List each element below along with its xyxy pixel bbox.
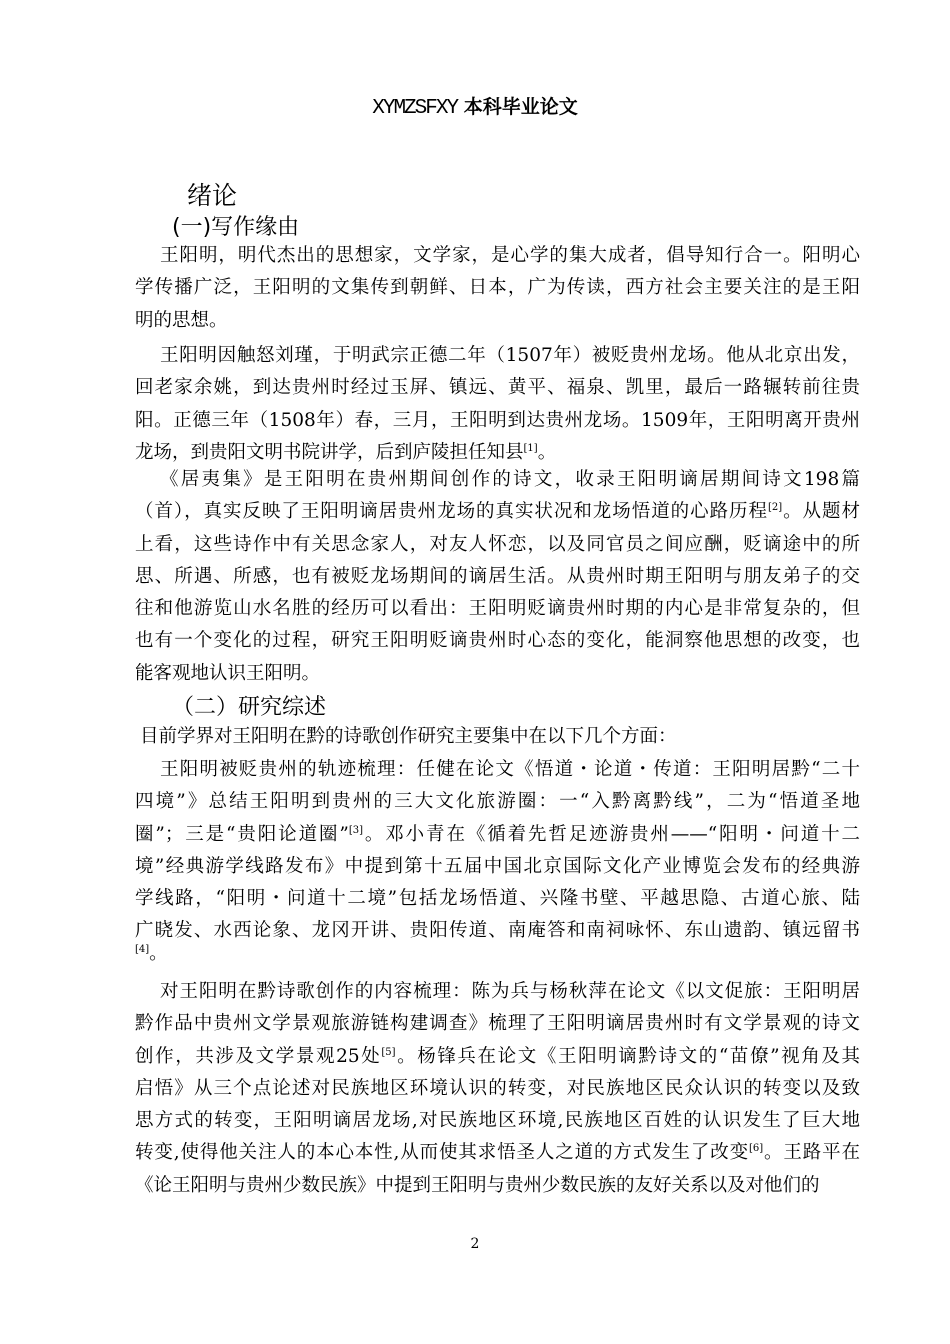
section-heading-1: (一)写作缘由 xyxy=(172,215,300,240)
text-run: （首），真实反映了王阳明谪居贵州龙场的真实状况和龙场悟道的心路历程 xyxy=(135,501,768,523)
section-heading-2: （二）研究综述 xyxy=(172,695,327,720)
text-line xyxy=(135,1008,860,1040)
text-run: 上看，这些诗作中有关思念家人，对友人怀恋，以及同官员之间应酬，贬谪途中的所 xyxy=(135,533,860,555)
text-line xyxy=(135,819,860,851)
text-run: 。 xyxy=(537,441,557,463)
text-line xyxy=(135,240,860,272)
text-run: 广晓发、水西论象、龙冈开讲、贵阳传道、南庵答和南祠咏怀、东山遗韵、镇远留书 xyxy=(135,920,860,942)
text-run: 境”经典游学线路发布》中提到第十五届中国北京国际文化产业博览会发布的经典游 xyxy=(135,855,860,877)
text-run: 。王路平在 xyxy=(763,1142,860,1164)
text-run: 对王阳明在黔诗歌创作的内容梳理：陈为兵与杨秋萍在论文《以文促旅：王阳明居 xyxy=(160,981,860,1002)
text-run: 王阳明，明代杰出的思想家，文学家，是心学的集大成者，倡导知行合一。阳明心 xyxy=(160,245,860,266)
citation-ref: [2] xyxy=(767,502,783,514)
text-run: 往和他游览山水名胜的经历可以看出：王阳明贬谪贵州时期的内心是非常复杂的，但 xyxy=(135,598,860,620)
text-line xyxy=(135,786,860,818)
paragraph xyxy=(135,976,860,1202)
text-line xyxy=(135,1041,860,1073)
text-run: 。杨锋兵在论文《王阳明谪黔诗文的“苗僚”视角及其 xyxy=(395,1045,860,1067)
text-line xyxy=(135,405,860,437)
text-line xyxy=(135,883,860,915)
text-run: 学传播广泛，王阳明的文集传到朝鲜、日本，广为传读，西方社会主要关注的是王阳 xyxy=(135,277,860,299)
text-run: 学线路，“阳明・问道十二境”包括龙场悟道、兴隆书壁、平越思隐、古道心旅、陆 xyxy=(135,888,860,910)
text-run: 思、所遇、所感，也有被贬龙场期间的谪居生活。从贵州时期王阳明与朋友弟子的交 xyxy=(135,565,860,587)
text-line xyxy=(135,593,860,625)
citation-ref: [5] xyxy=(381,1046,396,1058)
text-line xyxy=(135,340,860,372)
citation-ref: [3] xyxy=(348,824,363,836)
text-run: 圈”；三是“贵阳论道圈” xyxy=(135,823,349,845)
text-run: 阳。正德三年（1508年）春，三月，王阳明到达贵州龙场。1509年，王阳明离开贵州 xyxy=(135,409,860,431)
citation-ref: [6] xyxy=(748,1143,764,1155)
text-run: 黔作品中贵州文学景观旅游链构建调查》梳理了王阳明谪居贵州时有文学景观的诗文 xyxy=(135,1013,860,1035)
text-run: 龙场，到贵阳文明书院讲学，后到庐陵担任知县 xyxy=(135,441,524,463)
text-line xyxy=(140,721,865,753)
text-run: 目前学界对王阳明在黔的诗歌创作研究主要集中在以下几个方面： xyxy=(140,726,677,747)
text-line xyxy=(135,754,860,786)
page-header xyxy=(0,92,950,120)
text-line xyxy=(135,561,860,593)
text-line xyxy=(135,658,860,690)
text-run: 。 xyxy=(149,942,168,964)
text-run: 。邓小青在《循着先哲足迹游贵州——“阳明・问道十二 xyxy=(362,823,860,845)
page-number: 2 xyxy=(470,1236,480,1252)
text-line xyxy=(135,464,860,496)
text-run: 转变,使得他关注人的本心本性,从而使其求悟圣人之道的方式发生了改变 xyxy=(135,1142,749,1164)
text-line xyxy=(135,915,860,947)
text-run: 思方式的转变，王阳明谪居龙场,对民族地区环境,民族地区百姓的认识发生了巨大地 xyxy=(135,1110,860,1132)
text-line xyxy=(135,851,860,883)
text-line xyxy=(135,1170,860,1202)
text-run: 四境”》总结王阳明到贵州的三大文化旅游圈：一“入黔离黔线”，二为“悟道圣地 xyxy=(135,791,860,813)
text-line xyxy=(135,1105,860,1137)
text-line xyxy=(135,976,860,1008)
paragraph xyxy=(140,721,865,753)
text-run: 创作，共涉及文学景观25处 xyxy=(135,1045,382,1067)
text-run: 《论王阳明与贵州少数民族》中提到王阳明与贵州少数民族的友好关系以及对他们的 xyxy=(135,1174,820,1196)
text-line xyxy=(135,496,860,528)
text-run: 能客观地认识王阳明。 xyxy=(135,662,321,684)
paragraph xyxy=(135,754,860,964)
text-line xyxy=(135,529,860,561)
text-line xyxy=(135,305,860,337)
text-run: 《居夷集》是王阳明在贵州期间创作的诗文，收录王阳明谪居期间诗文198篇 xyxy=(160,469,860,490)
paragraph xyxy=(135,464,860,690)
citation-ref: [1] xyxy=(523,442,538,454)
text-line xyxy=(135,1137,860,1169)
header-latin: XYMZSFXY xyxy=(372,97,458,120)
text-run: 王阳明被贬贵州的轨迹梳理：任健在论文《悟道・论道・传道：王阳明居黔“二十 xyxy=(160,759,860,780)
header-title: 本科毕业论文 xyxy=(463,96,578,118)
citation-ref: [4] xyxy=(135,943,150,955)
text-line xyxy=(135,1073,860,1105)
text-run: 回老家余姚，到达贵州时经过玉屏、镇远、黄平、福泉、凯里，最后一路辗转前往贵 xyxy=(135,377,860,399)
text-run: 明的思想。 xyxy=(135,309,228,331)
text-run: 启悟》从三个点论述对民族地区环境认识的转变，对民族地区民众认识的转变以及致 xyxy=(135,1077,860,1099)
text-run: 王阳明因触怒刘瑾，于明武宗正德二年（1507年）被贬贵州龙场。他从北京出发， xyxy=(160,345,860,366)
chapter-heading: 绪论 xyxy=(187,181,238,210)
paragraph xyxy=(135,340,860,469)
text-line xyxy=(135,272,860,304)
paragraph xyxy=(135,240,860,337)
text-line xyxy=(135,372,860,404)
text-line xyxy=(135,625,860,657)
text-run: 。从题材 xyxy=(782,501,860,523)
text-run: 也有一个变化的过程，研究王阳明贬谪贵州时心态的变化，能洞察他思想的改变，也 xyxy=(135,630,860,652)
